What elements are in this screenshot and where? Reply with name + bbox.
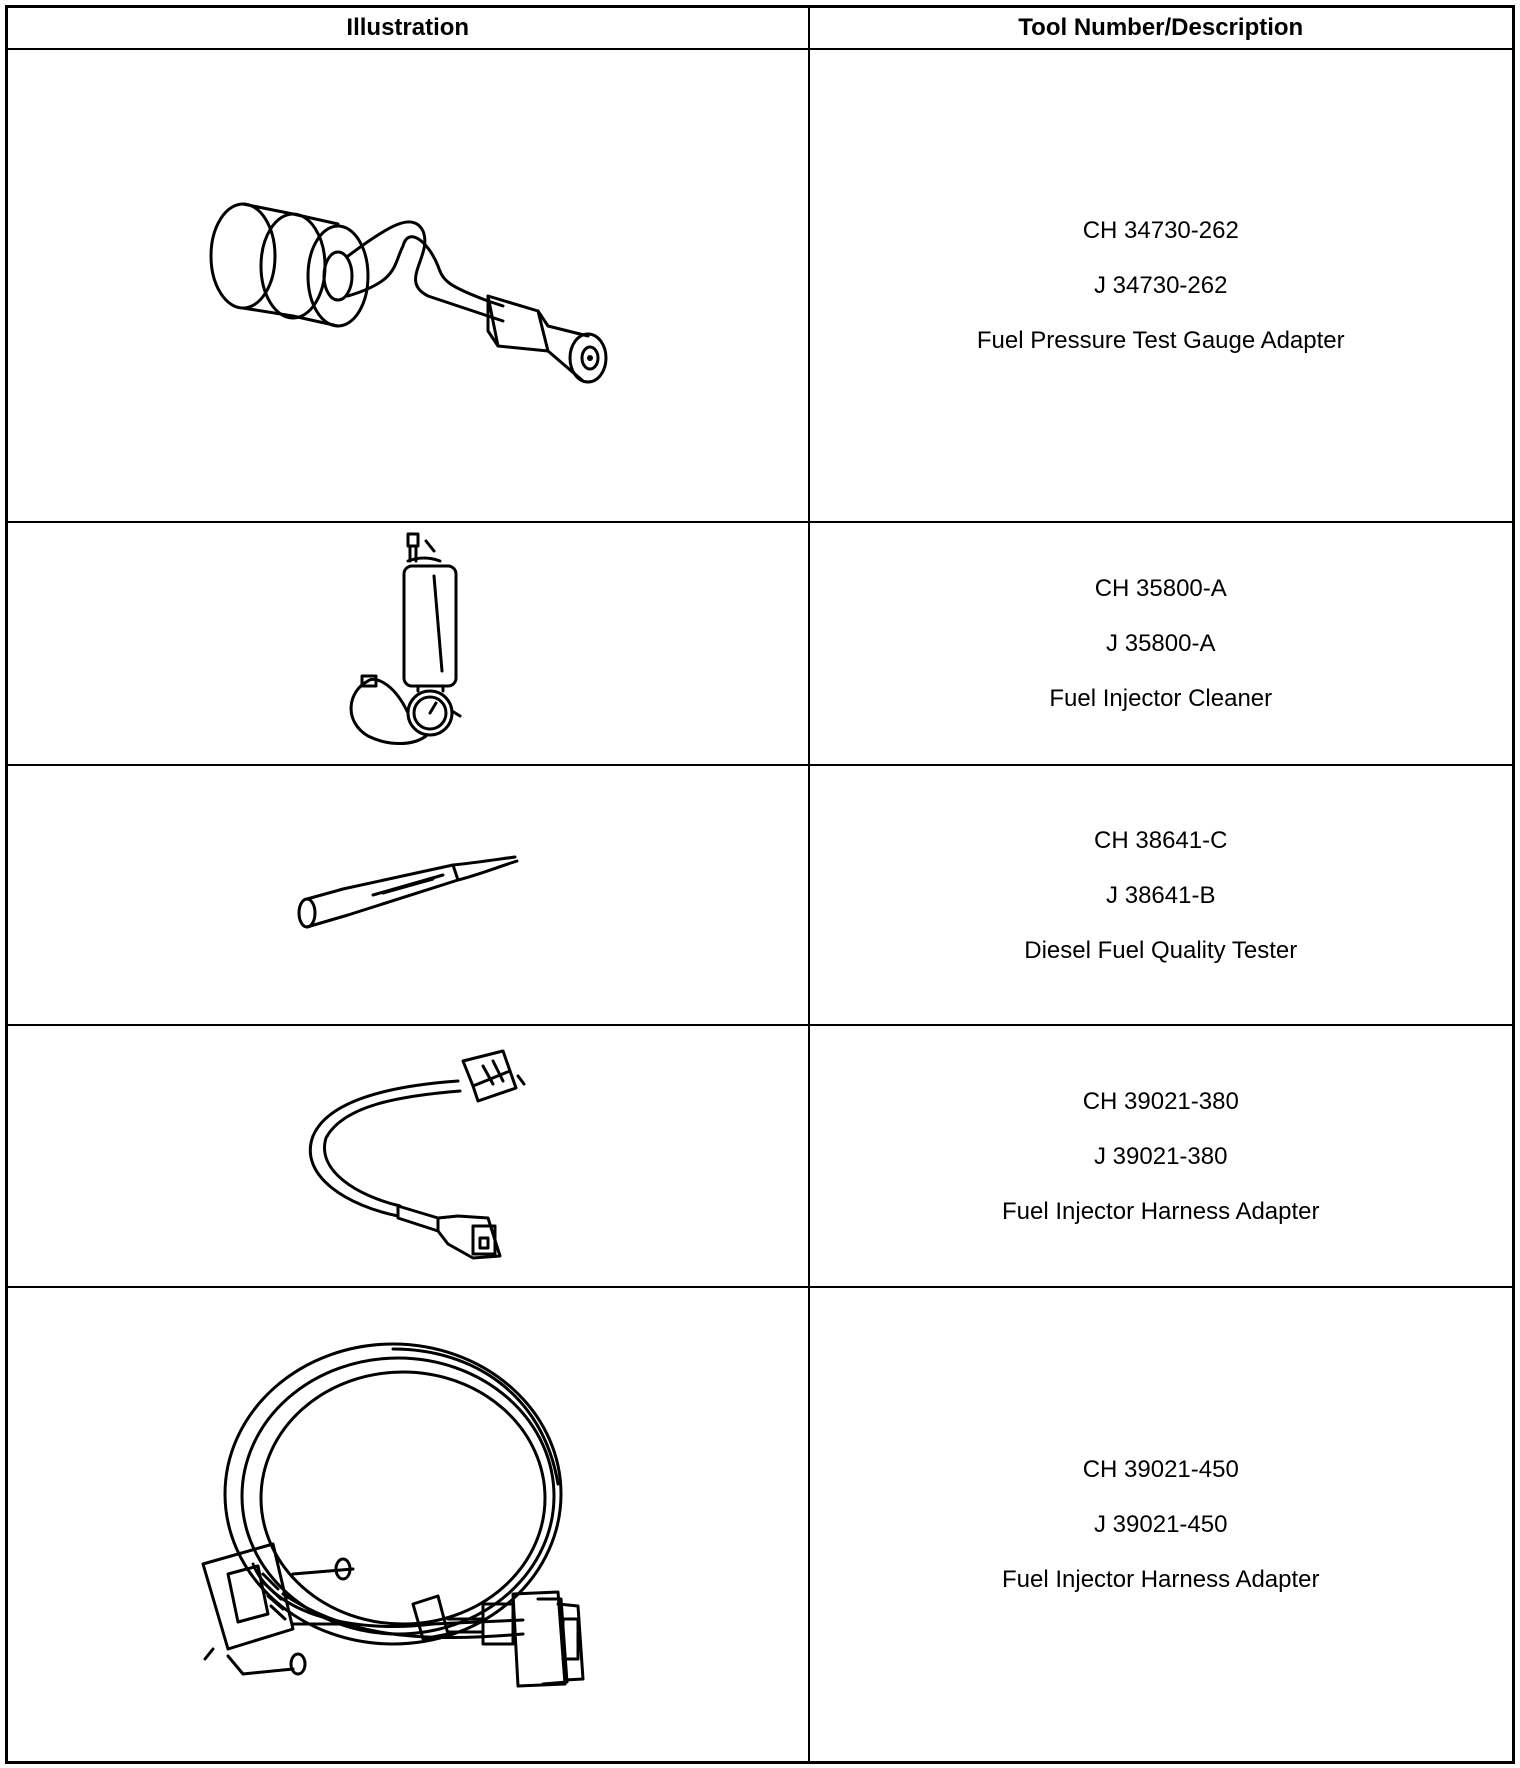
tool-number-j: J 39021-450 xyxy=(1094,1510,1228,1538)
description-cell xyxy=(809,1287,1514,1762)
tool-number-j: J 38641-B xyxy=(1106,881,1216,909)
tool-description: Fuel Injector Harness Adapter xyxy=(1002,1197,1320,1225)
harness-adapter-380-illustration xyxy=(288,1046,528,1266)
tool-description: Fuel Pressure Test Gauge Adapter xyxy=(976,327,1345,354)
table-row xyxy=(7,522,1514,765)
tool-description: Fuel Injector Harness Adapter xyxy=(1002,1565,1320,1593)
header-illustration: Illustration xyxy=(7,7,809,50)
tool-description: Fuel Injector Cleaner xyxy=(1049,685,1273,712)
tool-number-ch: CH 39021-380 xyxy=(1082,1087,1239,1115)
illustration-cell xyxy=(7,1287,809,1762)
tool-number-ch: CH 38641-C xyxy=(1094,826,1228,854)
table-row xyxy=(7,49,1514,522)
illustration-cell xyxy=(7,522,809,765)
tool-number-j: J 34730-262 xyxy=(1094,272,1228,299)
tool-number-ch: CH 39021-450 xyxy=(1082,1455,1239,1483)
illustration-cell xyxy=(7,49,809,522)
tool-number-j: J 35800-A xyxy=(1106,630,1216,657)
description-cell xyxy=(809,1025,1514,1287)
illustration-cell xyxy=(7,765,809,1025)
table-row xyxy=(7,765,1514,1025)
illustration-cell xyxy=(7,1025,809,1287)
fuel-injector-cleaner-illustration xyxy=(338,531,478,756)
special-tools-table xyxy=(5,5,1515,1764)
tool-number-ch: CH 35800-A xyxy=(1094,575,1227,602)
description-cell xyxy=(809,765,1514,1025)
fuel-quality-tester-illustration xyxy=(293,855,523,935)
tool-description: Diesel Fuel Quality Tester xyxy=(1024,936,1298,964)
tool-number-ch: CH 34730-262 xyxy=(1082,217,1239,244)
table-row xyxy=(7,1287,1514,1762)
header-row xyxy=(7,7,1514,50)
description-cell xyxy=(809,522,1514,765)
fuel-pressure-adapter-illustration xyxy=(198,186,618,386)
description-cell xyxy=(809,49,1514,522)
header-tool-description: Tool Number/Description xyxy=(809,7,1514,50)
table-row xyxy=(7,1025,1514,1287)
tool-number-j: J 39021-380 xyxy=(1094,1142,1228,1170)
harness-adapter-450-illustration xyxy=(193,1334,623,1714)
